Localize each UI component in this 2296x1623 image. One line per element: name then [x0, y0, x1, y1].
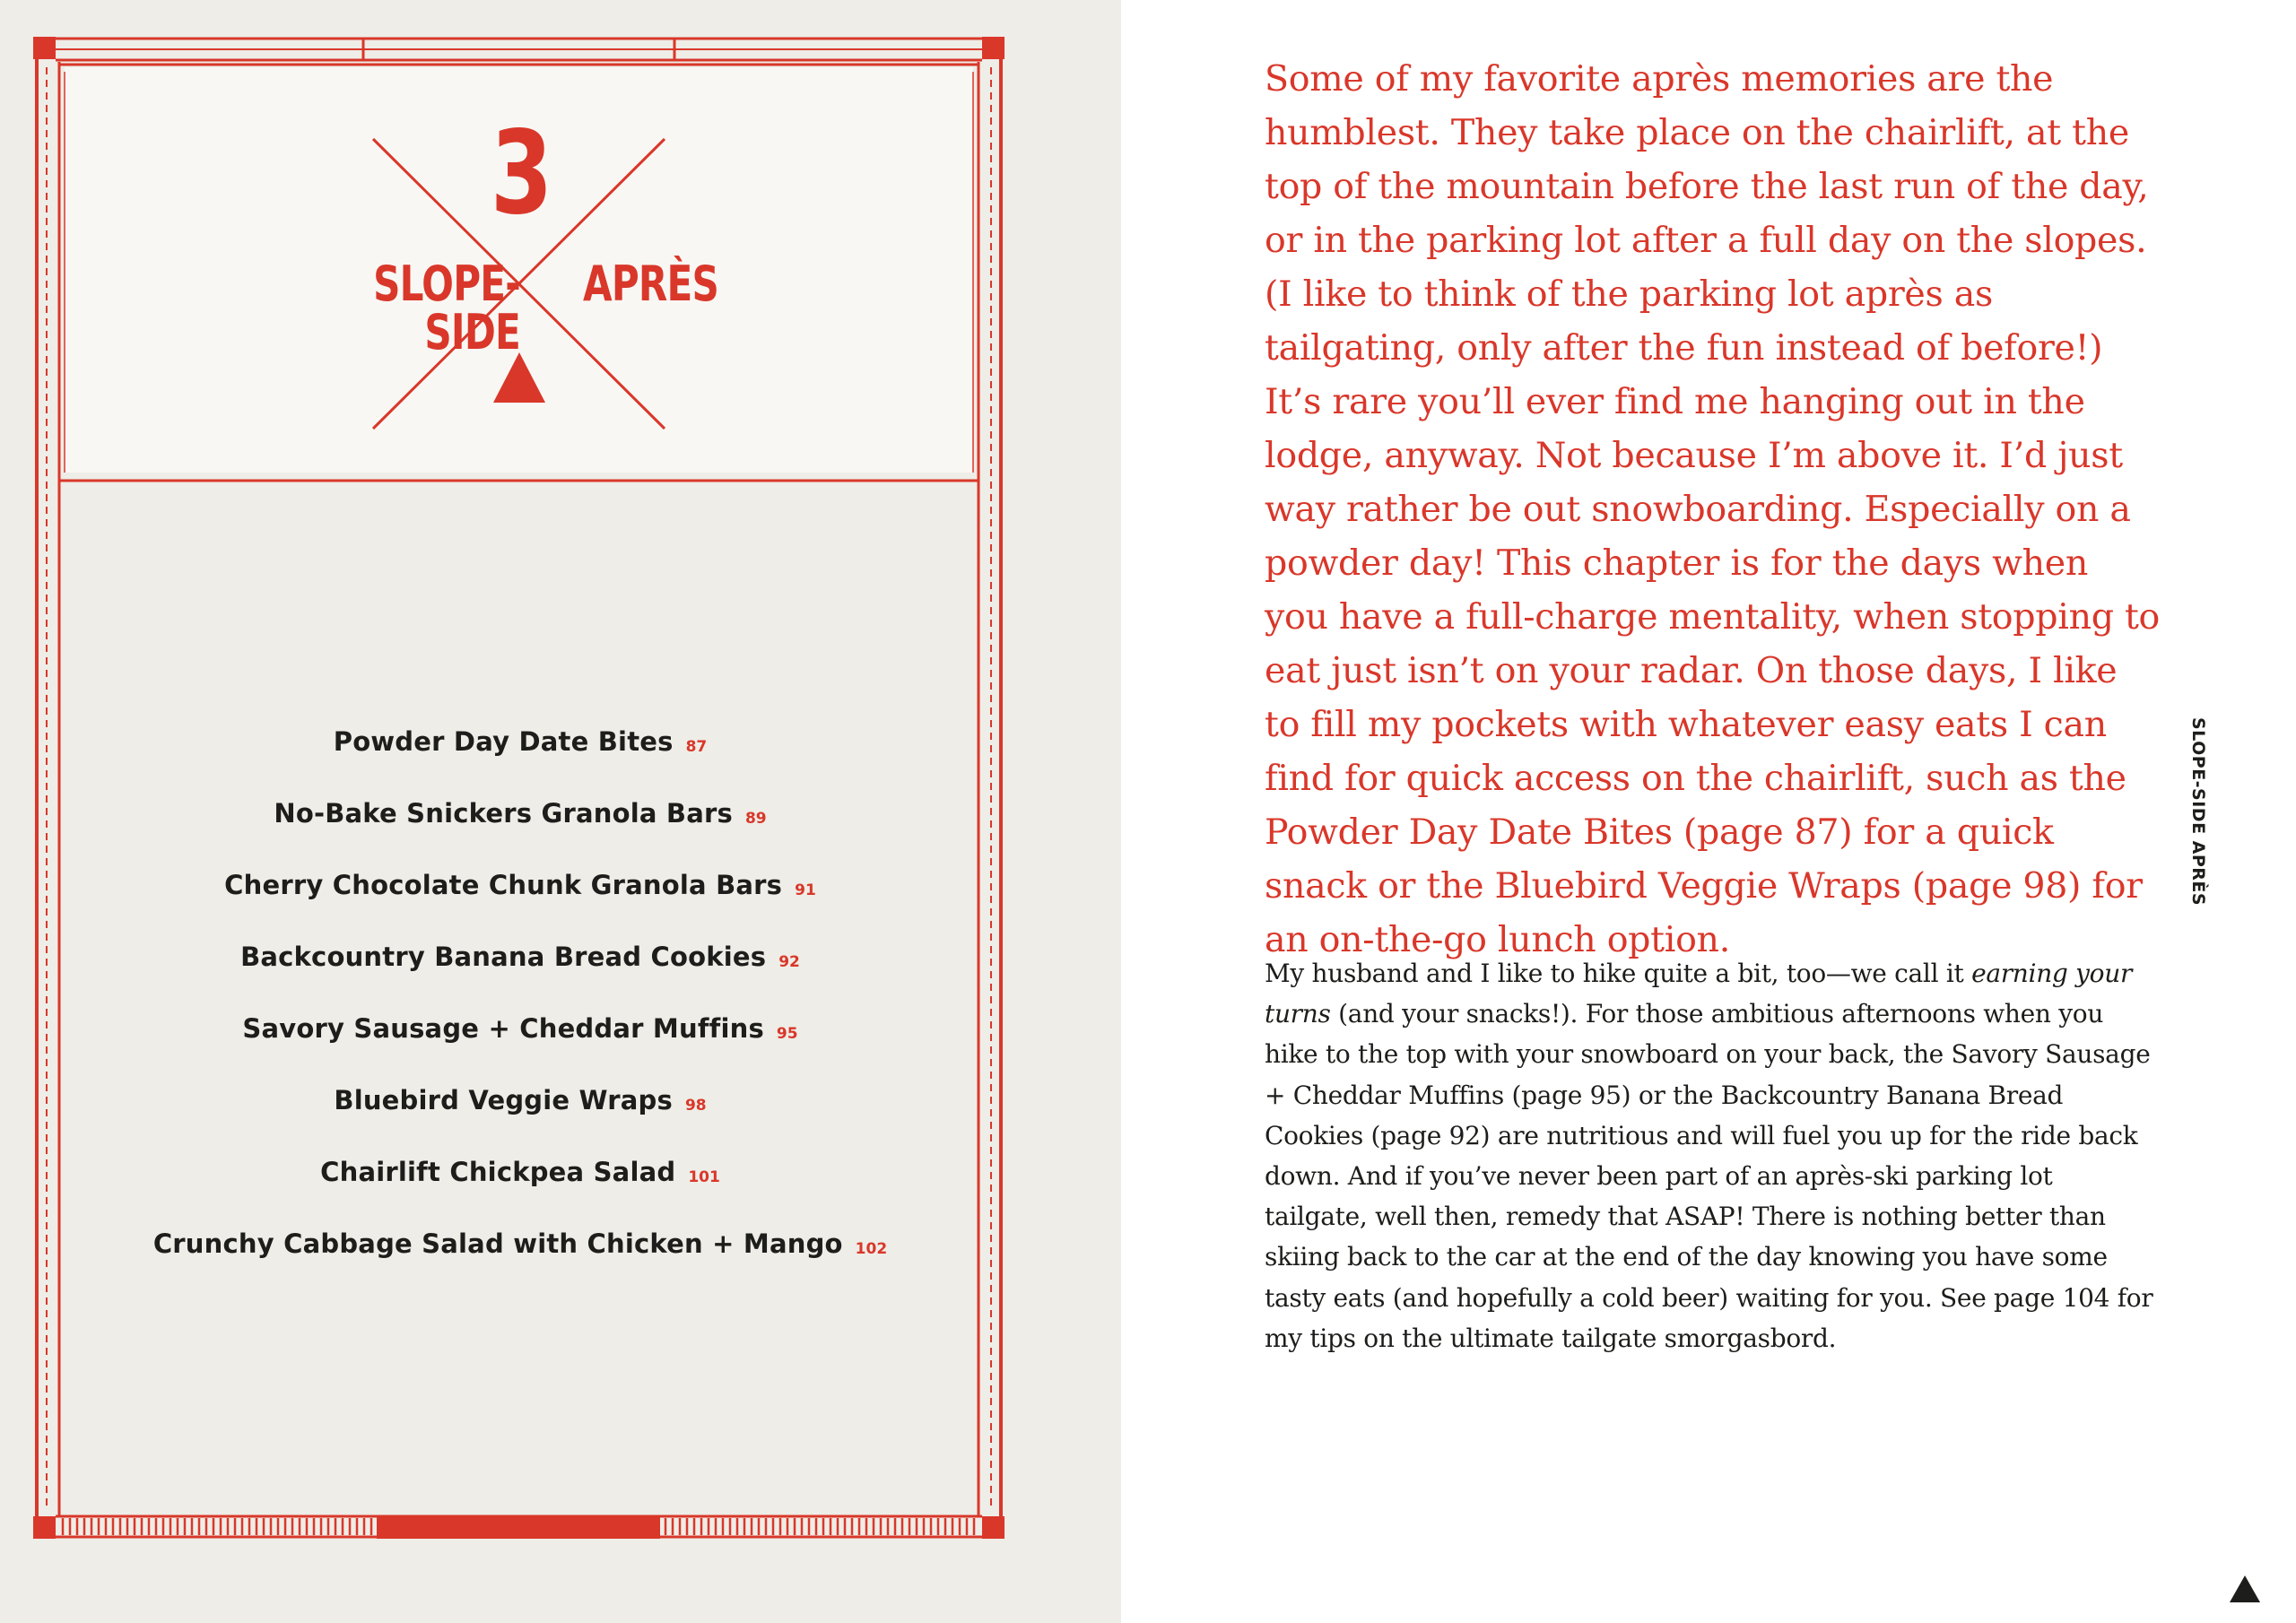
left-page [0, 0, 1121, 1623]
recipe-title: Powder Day Date Bites [333, 726, 674, 757]
chapter-header [0, 0, 1121, 538]
recipe-title: Chairlift Chickpea Salad [320, 1157, 676, 1187]
recipe-page: 98 [684, 1097, 707, 1115]
recipe-list [63, 726, 978, 1300]
recipe-title: Backcountry Banana Bread Cookies [240, 942, 767, 972]
list-item[interactable] [63, 1228, 978, 1300]
intro-body-paragraph [1265, 953, 2161, 1358]
body-text-end: (and your snacks!). For those ambitious afternoons when you hike to the top with your snowboard on your back, the Savory Sausage + Cheddar Muffins (page 95) or the Backcountry Banana Bread Cookies (page 92) are nutritious and will fuel you up for the ride back down. And if you’ve never been part of an après-ski parking lot tailgate, well then, remedy that ASAP! There is nothing better than skiing back to the car at the end of the day knowing you have some tasty eats (and hopefully a cold beer) waiting for you. See page 104 for my tips on the ultimate tailgate smorgasbord. [1265, 999, 2153, 1353]
recipe-page: 89 [744, 810, 767, 828]
recipe-title: Cherry Chocolate Chunk Granola Bars [224, 870, 783, 900]
list-item[interactable] [63, 1013, 978, 1085]
chapter-number: 3 [490, 107, 551, 240]
list-item[interactable] [63, 942, 978, 1013]
recipe-title: Crunchy Cabbage Salad with Chicken + Mango [152, 1228, 843, 1259]
recipe-page: 101 [688, 1168, 720, 1186]
list-item[interactable] [63, 870, 978, 942]
running-head: SLOPE-SIDE APRÈS [2188, 717, 2208, 907]
recipe-title: Savory Sausage + Cheddar Muffins [242, 1013, 764, 1044]
recipe-page: 92 [778, 953, 800, 971]
intro-lead-paragraph: Some of my favorite après memories are the humblest. They take place on the chairlift, at the top of the mountain before the last run of the day, or in the parking lot after a full day on the slopes. (I like to think of the parking lot après as tailgating, only after the fun instead of before!) It’s rare you’ll ever find me hanging out in the lodge, anyway. Not because I’m above it. I’d just way rather be out snowboarding. Especially on a powder day! This chapter is for the days when you have a full-charge mentality, when stopping to eat just isn’t on your radar. On those days, I like to fill my pockets with whatever easy eats I can find for quick access on the chairlift, such as the Powder Day Date Bites (page 87) for a quick snack or the Bluebird Veggie Wraps (page 98) for an on-the-go lunch option. [1265, 58, 2161, 960]
recipe-title: No-Bake Snickers Granola Bars [274, 798, 733, 829]
recipe-page: 95 [776, 1025, 798, 1043]
recipe-page: 87 [685, 738, 708, 756]
list-item[interactable] [63, 726, 978, 798]
triangle-marker-icon [2230, 1575, 2260, 1602]
recipe-page: 91 [795, 881, 816, 899]
list-item[interactable] [63, 1085, 978, 1157]
chapter-title-left: SLOPE-SIDE [373, 256, 520, 360]
chapter-title-right: APRÈS [583, 256, 719, 312]
list-item[interactable] [63, 798, 978, 870]
recipe-page: 102 [855, 1240, 888, 1258]
body-text-start: My husband and I like to hike quite a bit, too—we call it [1265, 959, 1972, 988]
list-item[interactable] [63, 1157, 978, 1228]
mountain-triangle-icon [493, 352, 545, 403]
body-emphasis: earning your turns [1265, 959, 2133, 1029]
recipe-title: Bluebird Veggie Wraps [334, 1085, 673, 1115]
